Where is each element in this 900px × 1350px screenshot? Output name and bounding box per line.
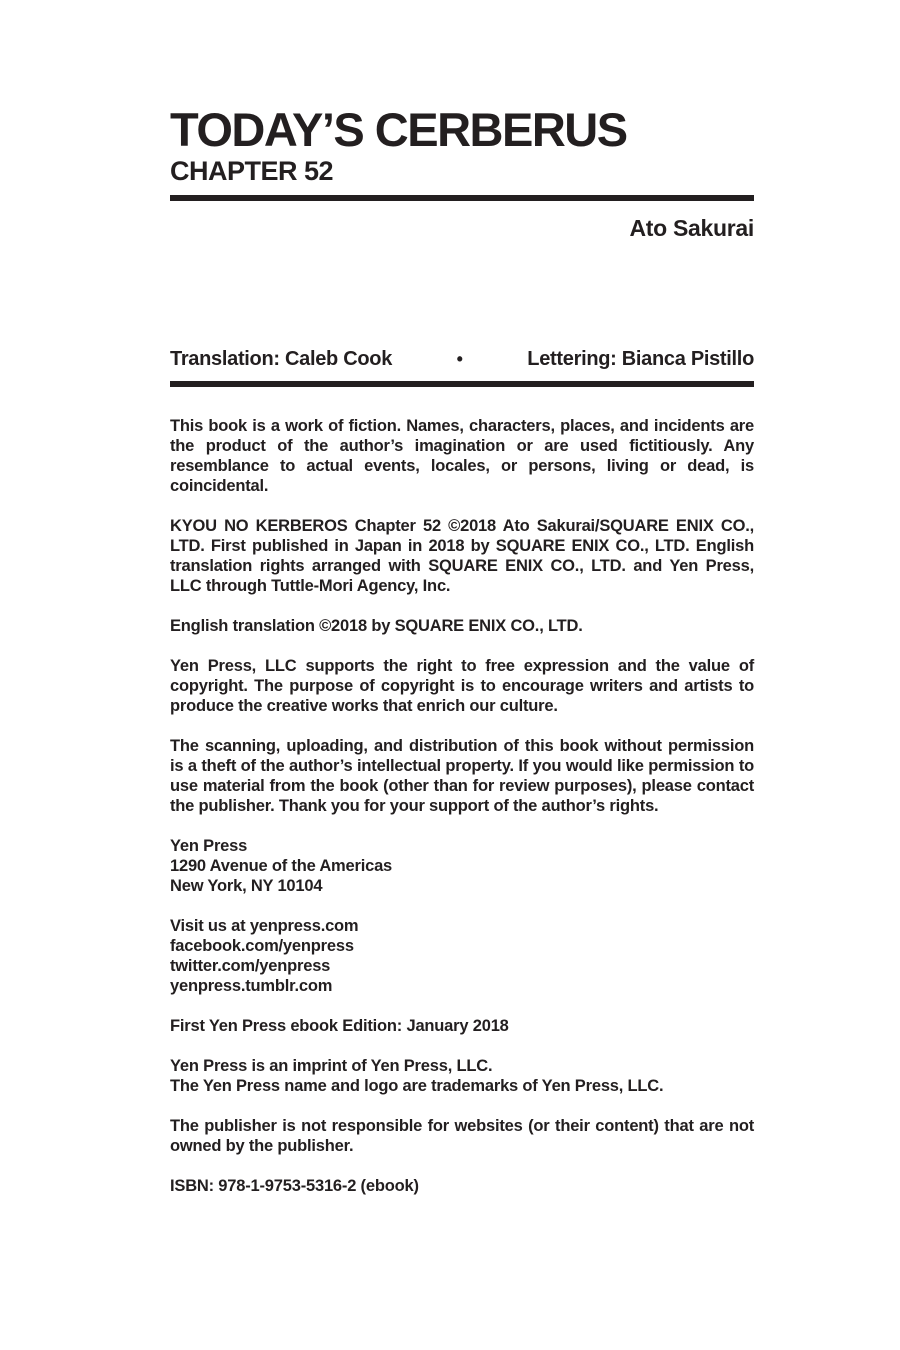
twitter-link: twitter.com/yenpress (170, 957, 331, 975)
website-disclaimer: The publisher is not responsible for websites (or their content) that are not owned by the publisher. (170, 1117, 754, 1155)
website-link: Visit us at yenpress.com (170, 917, 359, 935)
publisher-name: Yen Press (170, 837, 248, 855)
free-expression-notice: Yen Press, LLC supports the right to free expression and the value of copyright. The purpose of copyright is to encourage writers and artists to produce the creative works that enrich our culture. (170, 657, 754, 715)
piracy-notice: The scanning, uploading, and distribution of this book without permission is a theft of the author’s intellectual property. If you would like permission to use material from the book (other than for review purposes), please contact the publisher. Thank you for your support of the author’s rights. (170, 737, 754, 815)
lettering-credit: Lettering: Bianca Pistillo (527, 348, 754, 370)
fiction-disclaimer: This book is a work of fiction. Names, characters, places, and incidents are the product of the author’s imagination or are used fictitiously. Any resemblance to actual events, locales, or persons, living or dead, is coincidental. (170, 417, 754, 495)
credits-line (170, 348, 754, 371)
book-title: TODAY’S CERBERUS (170, 103, 627, 156)
legal-text (170, 416, 754, 1196)
address-street: 1290 Avenue of the Americas (170, 857, 393, 875)
publisher-address (170, 836, 754, 896)
credits-divider (170, 381, 754, 387)
author-name: Ato Sakurai (629, 215, 754, 241)
english-copyright-notice: English translation ©2018 by SQUARE ENIX CO., LTD. (170, 617, 583, 635)
imprint-notice (170, 1056, 754, 1096)
web-links (170, 916, 754, 996)
imprint-line: Yen Press is an imprint of Yen Press, LLC. (170, 1057, 493, 1075)
address-city: New York, NY 10104 (170, 877, 323, 895)
japanese-copyright-notice: KYOU NO KERBEROS Chapter 52 ©2018 Ato Sakurai/SQUARE ENIX CO., LTD. First published in Japan in 2018 by SQUARE ENIX CO., LTD. English translation rights arranged with SQUARE ENIX CO., LTD. and Yen Press, LLC through Tuttle-Mori Agency, Inc. (170, 517, 754, 595)
tumblr-link: yenpress.tumblr.com (170, 977, 333, 995)
title-divider (170, 195, 754, 201)
translation-credit: Translation: Caleb Cook (170, 348, 393, 370)
chapter-label: CHAPTER 52 (170, 156, 334, 186)
facebook-link: facebook.com/yenpress (170, 937, 354, 955)
trademark-line: The Yen Press name and logo are trademarks of Yen Press, LLC. (170, 1077, 664, 1095)
page-content (170, 0, 754, 1216)
credits-bullet: • (456, 349, 463, 369)
isbn-line: ISBN: 978-1-9753-5316-2 (ebook) (170, 1177, 419, 1195)
edition-notice: First Yen Press ebook Edition: January 2018 (170, 1017, 509, 1035)
